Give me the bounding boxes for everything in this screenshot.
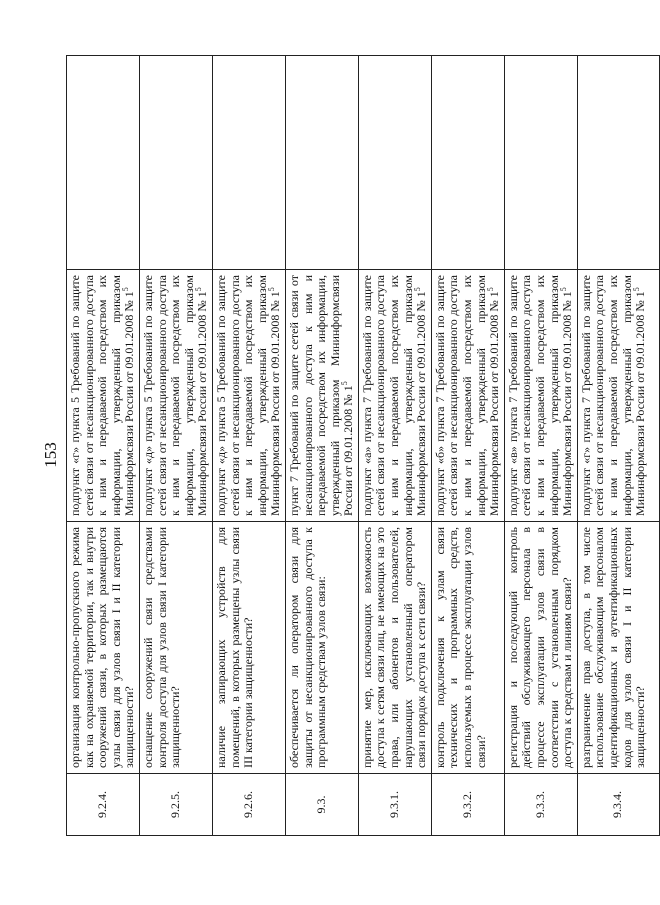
row-answer-cell — [431, 56, 504, 270]
row-basis — [504, 270, 577, 522]
row-basis — [212, 270, 285, 522]
table-row — [504, 56, 577, 836]
row-question: контроль подключения к узлам связи технических и программных средств, используемых в процессе эксплуатации узлов связи? — [431, 522, 504, 774]
row-basis — [358, 270, 431, 522]
row-basis-text: подпункт «а» пункта 7 Требований по защите сетей связи от несанкционированного доступа к ним и передаваемой посредством их информации, утвержденный приказом Мининформсвязи России от 09.01.2008 № 1 — [359, 275, 429, 516]
row-number: 9.3. — [285, 774, 358, 836]
row-number: 9.3.3. — [504, 774, 577, 836]
row-basis — [285, 270, 358, 522]
row-question: организация контрольно-пропускного режима как на охраняемой территории, так и внутри сооружений связи, в которых размещаются узлы связи для узлов связи I и II категории защищенности? — [67, 522, 140, 774]
row-basis — [577, 270, 659, 522]
row-answer-cell — [67, 56, 140, 270]
row-question: регистрация и последующий контроль действий обслуживающего персонала в процессе эксплуатации узлов связи в соответствии с установленным порядком доступа к средствам и линиям связи? — [504, 522, 577, 774]
table-row — [577, 56, 659, 836]
row-question: обеспечивается ли оператором связи для защиты от несанкционированного доступа к программным средствам узлов связи: — [285, 522, 358, 774]
row-basis-text: подпункт «в» пункта 7 Требований по защите сетей связи от несанкционированного доступа к ним и передаваемой посредством их информации, утвержденный приказом Мининформсвязи России от 09.01.2008 № 1 — [505, 275, 575, 516]
footnote-mark: 5 — [413, 287, 423, 292]
row-basis — [431, 270, 504, 522]
page-number: 153 — [41, 442, 60, 468]
row-question: оснащение сооружений связи средствами контроля доступа для узлов связи I категории защищенности? — [139, 522, 212, 774]
footnote-mark: 5 — [194, 287, 204, 292]
checklist-table-rotated — [66, 56, 648, 836]
row-basis-text: подпункт «д» пункта 5 Требований по защите сетей связи от несанкционированного доступа к ним и передаваемой посредством их информации, утвержденный приказом Мининформсвязи России от 09.01.2008 № 1 — [213, 275, 283, 516]
row-answer-cell — [139, 56, 212, 270]
row-question: принятие мер, исключающих возможность доступа к сетям связи лиц, не имеющих на это права, или абонентов и пользователей, нарушающих установленный оператором связи порядок доступа к сети связи? — [358, 522, 431, 774]
row-basis-text: подпункт «г» пункта 7 Требований по защите сетей связи от несанкционированного доступа к ним и передаваемой посредством их информации, утвержденный приказом Мининформсвязи России от 09.01.2008 № 1 — [578, 275, 648, 516]
footnote-mark: 5 — [559, 287, 569, 292]
row-basis-text: подпункт «г» пункта 5 Требований по защите сетей связи от несанкционированного доступа к ним и передаваемой посредством их информации, утвержденный приказом Мининформсвязи России от 09.01.2008 № 1 — [68, 275, 137, 516]
table-row — [285, 56, 358, 836]
table-row — [358, 56, 431, 836]
table-row — [139, 56, 212, 836]
row-number: 9.2.4. — [67, 774, 140, 836]
row-basis-text: подпункт «б» пункта 7 Требований по защите сетей связи от несанкционированного доступа к ним и передаваемой посредством их информации, утвержденный приказом Мининформсвязи России от 09.01.2008 № 1 — [432, 275, 502, 516]
row-answer-cell — [285, 56, 358, 270]
footnote-mark: 5 — [486, 287, 496, 292]
checklist-table — [66, 55, 660, 836]
row-answer-cell — [504, 56, 577, 270]
row-number: 9.3.2. — [431, 774, 504, 836]
footnote-mark: 5 — [267, 287, 277, 292]
row-basis — [139, 270, 212, 522]
row-answer-cell — [212, 56, 285, 270]
footnote-mark: 5 — [121, 287, 131, 292]
table-row — [212, 56, 285, 836]
table-row — [431, 56, 504, 836]
row-number: 9.3.4. — [577, 774, 659, 836]
footnote-mark: 5 — [340, 381, 350, 386]
row-answer-cell — [358, 56, 431, 270]
row-question: наличие запирающих устройств для помещений, в которых размещены узлы связи III категории защищенности? — [212, 522, 285, 774]
row-basis-text: подпункт «д» пункта 5 Требований по защите сетей связи от несанкционированного доступа к ним и передаваемой посредством их информации, утвержденный приказом Мининформсвязи России от 09.01.2008 № 1 — [140, 275, 210, 516]
row-basis-text: пункт 7 Требований по защите сетей связи от несанкционированного доступа к ним и передаваемой посредством их информации, утвержденный приказом Мининформсвязи России от 09.01.2008 № 1 — [286, 275, 356, 516]
table-row — [67, 56, 140, 836]
row-answer-cell — [577, 56, 659, 270]
row-number: 9.2.5. — [139, 774, 212, 836]
row-number: 9.3.1. — [358, 774, 431, 836]
row-basis — [67, 270, 140, 522]
row-number: 9.2.6. — [212, 774, 285, 836]
footnote-mark: 5 — [632, 287, 642, 292]
row-question: разграничение прав доступа, в том числе использование обслуживающим персоналом идентификационных и аутентификационных кодов для узлов связи I и II категории защищенности? — [577, 522, 659, 774]
